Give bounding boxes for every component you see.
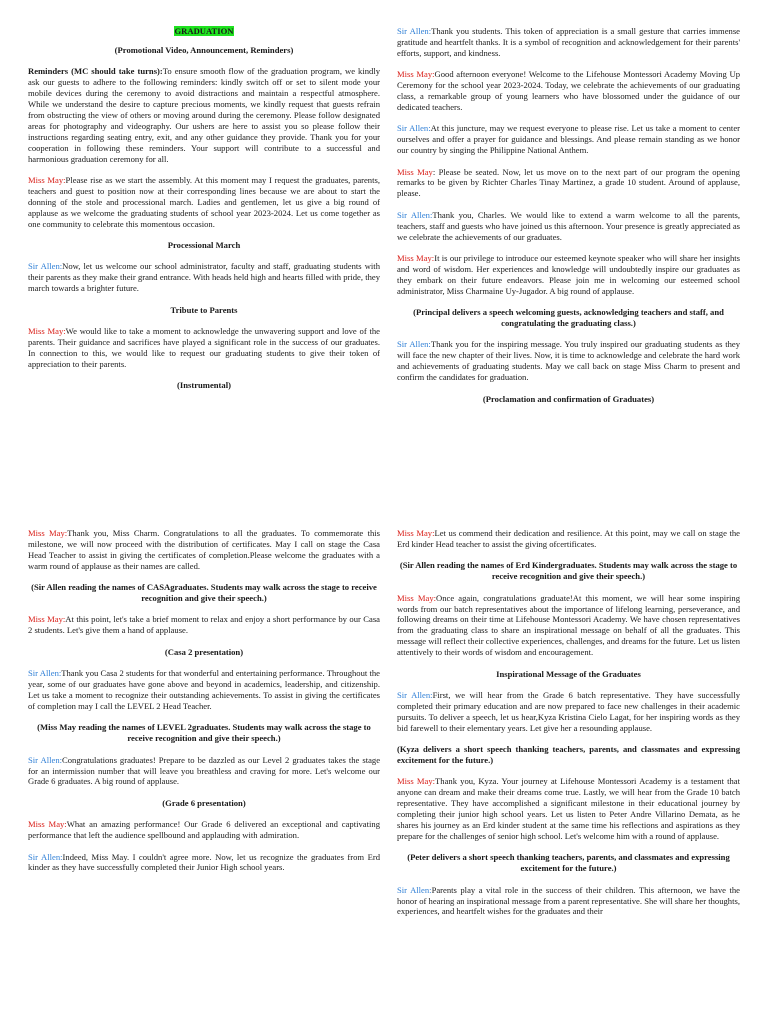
stage-direction: (Sir Allen reading the names of Erd Kindergraduates. Students may walk across the stage to receive recognition and give their speech.) bbox=[399, 560, 738, 582]
section-heading-inspirational: Inspirational Message of the Graduates bbox=[496, 668, 641, 679]
speaker-miss-may: Miss May: bbox=[397, 528, 435, 538]
script-paragraph bbox=[28, 819, 380, 841]
paragraph-text: At this point, let's take a brief moment to relax and enjoy a short performance by our Casa 2 students. Let's give them a hand of applause. bbox=[28, 614, 380, 636]
script-paragraph bbox=[397, 885, 740, 918]
script-paragraph bbox=[28, 261, 380, 294]
script-paragraph bbox=[397, 26, 740, 59]
paragraph-text: Thank you for the inspiring message. You truly inspired our graduating students as they will face the new chapter of their lives. Now, it is time to acknowledge and celebrate the hard work and achievements of graduating students. May we call back on stage Miss Charm to present and confirm the candidates for graduation. bbox=[397, 339, 741, 383]
paragraph-text: Now, let us welcome our school administrator, faculty and staff, graduating students with their parents as they make their grand entrance. With heads held high and hearts filled with pride, they march towards a brighter future. bbox=[28, 261, 380, 294]
stage-direction: (Grade 6 presentation) bbox=[162, 797, 246, 808]
speaker-sir-allen: Sir Allen: bbox=[28, 851, 63, 862]
script-paragraph bbox=[397, 167, 740, 200]
paragraph-text: Let us commend their dedication and resilience. At this point, may we call on stage the Erd kinder Head teacher to assist the giving ofcertificates. bbox=[397, 528, 740, 549]
page-1-left-column bbox=[28, 26, 380, 402]
reminders-paragraph bbox=[28, 66, 380, 164]
stage-direction-instrumental: (Instrumental) bbox=[177, 380, 231, 391]
speaker-sir-allen: Sir Allen: bbox=[397, 339, 431, 350]
stage-direction-proclamation: (Proclamation and confirmation of Graduates) bbox=[482, 393, 655, 404]
paragraph-text: : Please be seated. Now, let us move on to the next part of our program the opening remarks to be given by Richter Charles Tinay Martinez, a grade 10 student. Around of applause, please. bbox=[397, 166, 740, 199]
script-paragraph bbox=[28, 528, 380, 572]
stage-direction: (Peter delivers a short speech thanking teachers, parents, and classmates and expressing excitement for the future.) bbox=[407, 852, 730, 874]
document-subtitle: (Promotional Video, Announcement, Reminders) bbox=[114, 44, 294, 55]
paragraph-text: First, we will hear from the Grade 6 batch representative. They have successfully completed their primary education and are now prepared to face new challenges in their academic pursuits. To deliver a speech, let us hear,Kyza Kristina Cielo Lagat, for her inspiring words as they bid farewell to their elementary years. Let give her a resounding applause. bbox=[397, 689, 741, 733]
script-paragraph bbox=[397, 593, 740, 658]
speaker-sir-allen: Sir Allen: bbox=[397, 884, 432, 895]
stage-direction: (Sir Allen reading the names of CASAgraduates. Students may walk across the stage to receive recognition and give their speech.) bbox=[31, 582, 377, 604]
speaker-sir-allen: Sir Allen: bbox=[28, 668, 62, 679]
script-paragraph bbox=[397, 69, 740, 113]
script-paragraph bbox=[397, 690, 740, 734]
paragraph-text: Thank you, Kyza. Your journey at Lifehouse Montessori Academy is a testament that anyone can dream and make their dreams come true. Lastly, we will hear from the Grade 10 batch representative. They have accomplished a significant milestone in their educational journey by completing their junior high school years. Let us listen to Peter Andre Villarino Demata, as he shares his journey as an Erd kinder student at the same time his reflections and aspirations as they prepare for the challenges of senior high school. Let's welcome him with a round of applause. bbox=[397, 776, 741, 841]
paragraph-text: Thank you, Charles. We would like to extend a warm welcome to all the parents, teachers, staff and guests who have joined us this afternoon. Your presence is greatly appreciated as we celebrate the achievements of our graduates. bbox=[397, 209, 740, 242]
speaker-sir-allen: Sir Allen: bbox=[397, 689, 433, 700]
speaker-miss-may: Miss May: bbox=[28, 528, 68, 538]
paragraph-text: Once again, congratulations graduate!At this moment, we will hear some inspiring words from our batch representatives about the importance of lifelong learning, perseverance, and following dreams on their time at Lifehouse Montessori Academy. We have chosen representatives from the graduating class to share an inspirational message on behalf of all the graduates. This message will reflect their collective experiences, challenges, and dreams for the future. Let us listen attentively to their words of wisdom and encouragement. bbox=[397, 592, 740, 658]
page-2-left-column bbox=[28, 528, 380, 884]
paragraph-text: Good afternoon everyone! Welcome to the Lifehouse Montessori Academy Moving Up Ceremony for the school year 2023-2024. Today, we celebrate the achievements of our graduating class, a remarkable group of young learners who have blossomed under the guidance of our dedicated teachers. bbox=[397, 69, 740, 112]
paragraph-text: We would like to take a moment to acknowledge the unwavering support and love of the parents. Their guidance and sacrifices have played a significant role in the success of our graduates. In connection to this, we would like to request our graduating students to give their token of appreciation to their parents. bbox=[28, 326, 380, 369]
script-paragraph bbox=[28, 326, 380, 370]
paragraph-text: Thank you Casa 2 students for that wonderful and entertaining performance. Throughout the year, some of our graduates have gone above and beyond in academics, leadership, and citizenship. Let us take a moment to recognize their outstanding achievements. To assist in giving the certificates of completion may I call the LEVEL 2 Head Teacher. bbox=[28, 668, 380, 711]
speaker-miss-may: Miss May: bbox=[397, 592, 437, 603]
speaker-sir-allen: Sir Allen: bbox=[28, 261, 63, 272]
speaker-miss-may: Miss May: bbox=[28, 614, 66, 625]
speaker-sir-allen: Sir Allen: bbox=[397, 123, 431, 134]
script-paragraph bbox=[28, 755, 380, 788]
script-paragraph bbox=[28, 175, 380, 230]
stage-direction: (Miss May reading the names of LEVEL 2graduates. Students may walk across the stage to receive recognition and give their speech.) bbox=[37, 722, 371, 744]
reminders-text: To ensure smooth flow of the graduation program, we kindly ask our guests to adhere to the following reminders: kindly switch off or set to silent mode your mobile devices during the ceremony to avoid distractions and maintain a respectful atmosphere. While we understand the desire to capture precious moments, we kindly request that guests refrain from obstructing the view of others or moving around during the ceremony. Please follow designated areas for photography and videography. Our ushers are here to assist you so please follow their instructions regarding seating entry, exit, and any other guidance they provide. Thank you for your cooperation in following these reminders. Your support will contribute to a successful and harmonious graduation ceremony for all. bbox=[28, 66, 380, 164]
script-paragraph bbox=[397, 339, 740, 383]
document-title bbox=[28, 26, 380, 37]
paragraph-text: It is our privilege to introduce our esteemed keynote speaker who will share her insights and word of wisdom. Her experiences and knowledge will undoubtedly inspire our graduates as they embark on their future endeavors. Please join me in welcoming our esteemed school administrator, Miss Charmaine Uy-Jugador. A big round of applause. bbox=[397, 253, 740, 296]
paragraph-text: Indeed, Miss May. I couldn't agree more. Now, let us recognize the graduates from Erd kinder as they have successfully completed their Junior High school years. bbox=[28, 851, 380, 873]
stage-direction: (Casa 2 presentation) bbox=[164, 646, 244, 657]
script-paragraph bbox=[397, 528, 740, 550]
speaker-miss-may: Miss May bbox=[397, 166, 433, 177]
speaker-miss-may: Miss May: bbox=[397, 253, 435, 263]
paragraph-text: Thank you students. This token of appreciation is a small gesture that carries immense gratitude and heartfelt thanks. It is a symbol of recognition and acknowledgement for their parents' efforts, support, and kindness. bbox=[397, 26, 740, 58]
speaker-sir-allen: Sir Allen: bbox=[397, 209, 433, 220]
speaker-sir-allen: Sir Allen: bbox=[397, 26, 432, 36]
script-paragraph bbox=[397, 253, 740, 297]
script-paragraph bbox=[397, 776, 740, 841]
section-heading-processional: Processional March bbox=[167, 240, 241, 250]
script-paragraph bbox=[28, 668, 380, 712]
reminders-label: Reminders (MC should take turns): bbox=[28, 66, 163, 77]
speaker-miss-may: Miss May: bbox=[28, 174, 66, 185]
title-text: GRADUATION bbox=[174, 26, 234, 36]
speaker-miss-may: Miss May: bbox=[28, 326, 66, 337]
paragraph-text: Parents play a vital role in the success of their children. This afternoon, we have the honor of hearing an inspirational message from a parent representative. She will share her thoughts, experiences, and heartfelt wishes for the graduates and their bbox=[397, 884, 740, 917]
speaker-miss-may: Miss May: bbox=[28, 819, 67, 830]
paragraph-text: What an amazing performance! Our Grade 6 delivered an exceptional and captivating performance that left the audience spellbound and applauding with admiration. bbox=[28, 819, 380, 841]
stage-direction: (Kyza delivers a short speech thanking teachers, parents, and classmates and expressing excitement for the future.) bbox=[397, 744, 740, 765]
speaker-sir-allen: Sir Allen: bbox=[28, 754, 63, 765]
page-1-right-column bbox=[397, 26, 740, 415]
speaker-miss-may: Miss May: bbox=[397, 69, 435, 80]
paragraph-text: Congratulations graduates! Prepare to be dazzled as our Level 2 graduates takes the stage for an intermission number that will leave you breathless and craving for more. Let's welcome our Grade 6 graduates. A big round of applause. bbox=[28, 754, 381, 787]
script-paragraph bbox=[28, 852, 380, 874]
page-2 bbox=[0, 512, 768, 1024]
script-paragraph bbox=[28, 614, 380, 636]
paragraph-text: Thank you, Miss Charm. Congratulations to all the graduates. To commemorate this milestone, we will now proceed with the distribution of certificates. May I call on stage the Casa Head Teacher to assist in giving the certificates of completion.Please welcome the graduates with a warm round of applause as their names are called. bbox=[28, 528, 380, 571]
page-2-right-column bbox=[397, 528, 740, 928]
script-paragraph bbox=[397, 210, 740, 243]
speaker-miss-may: Miss May: bbox=[397, 776, 436, 787]
paragraph-text: At this juncture, may we request everyone to please rise. Let us take a moment to center ourselves and offer a prayer for guidance and blessings. And please remain standing as we honor our country by singing the Philippine National Anthem. bbox=[397, 123, 740, 156]
section-heading-tribute: Tribute to Parents bbox=[170, 304, 238, 315]
paragraph-text: Please rise as we start the assembly. At this moment may I request the graduates, parents, teachers and guest to position now at their corresponding lines because we are about to start the donning of the stole and processional march. Ladies and gentlemen, let us give a big round of applause as we welcome the graduating students of school year 2023-2024. Let us come together as one community to celebrate this momentous occasion. bbox=[28, 174, 380, 229]
script-paragraph bbox=[397, 123, 740, 156]
stage-direction-principal: (Principal delivers a speech welcoming guests, acknowledging teachers and staff, and congratulating the graduating class.) bbox=[413, 307, 724, 329]
